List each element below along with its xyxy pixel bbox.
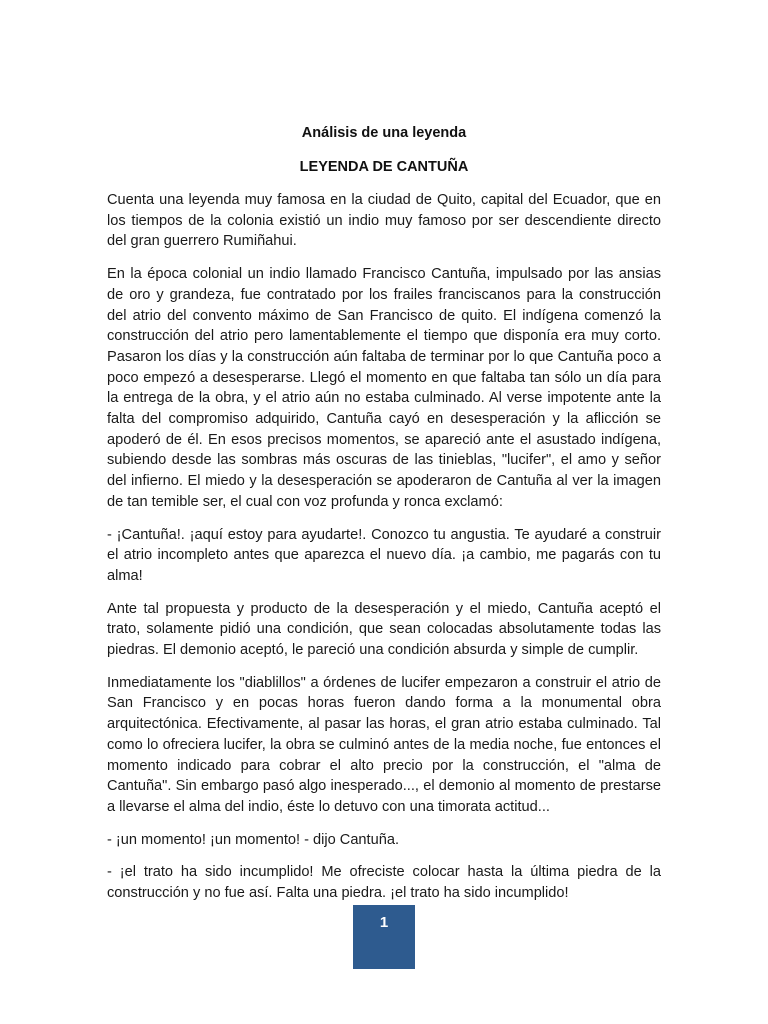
paragraph: Inmediatamente los "diablillos" a órdenes de lucifer empezaron a construir el atrio de San Francisco y en pocas horas fueron dando forma a la monumental obra arquitectónica. Efectivamente, al pasar las horas, el gran atrio estaba culminado. Tal como lo ofreciera lucifer, la obra se culminó antes de la media noche, fue entonces el momento indicado para cobrar el alto precio por la construcción, el "alma de Cantuña". Sin embargo pasó algo inesperado..., el demonio al momento de prestarse a llevarse el alma del indio, éste lo detuvo con una timorata actitud...: [107, 674, 661, 815]
page-number-badge: 1: [353, 905, 415, 969]
paragraph: Cuenta una leyenda muy famosa en la ciudad de Quito, capital del Ecuador, que en los tiempos de la colonia existió un indio muy famoso por ser descendiente directo del gran guerrero Rumiñahui.: [107, 192, 661, 250]
paragraph: - ¡Cantuña!. ¡aquí estoy para ayudarte!. Conozco tu angustia. Te ayudaré a construir el atrio incompleto antes que aparezca el nuevo día. ¡a cambio, me pagarás con tu alma!: [107, 526, 661, 584]
document-body: [107, 190, 661, 916]
document-title: Análisis de una leyenda: [301, 125, 467, 141]
document-subtitle: LEYENDA DE CANTUÑA: [299, 159, 469, 175]
paragraph: - ¡un momento! ¡un momento! - dijo Cantuña.: [107, 831, 400, 848]
paragraph: - ¡el trato ha sido incumplido! Me ofreciste colocar hasta la última piedra de la construcción y no fue así. Falta una piedra. ¡el trato ha sido incumplido!: [107, 864, 661, 902]
paragraph: Ante tal propuesta y producto de la desesperación y el miedo, Cantuña aceptó el trato, solamente pidió una condición, que sean colocadas absolutamente todas las piedras. El demonio aceptó, le pareció una condición absurda y simple de cumplir.: [107, 600, 661, 659]
paragraph: En la época colonial un indio llamado Francisco Cantuña, impulsado por las ansias de oro y grandeza, fue contratado por los frailes franciscanos para la construcción del atrio del convento máximo de San Francisco de quito. El indígena comenzó la construcción del atrio pero lamentablemente el tiempo que disponía era muy corto. Pasaron los días y la construcción aún faltaba de terminar por lo que Cantuña poco a poco empezó a desesperarse. Llegó el momento en que faltaba tan sólo un día para la entrega de la obra, y el atrio aún no estaba culminado. Al verse impotente ante la falta del compromiso adquirido, Cantuña cayó en desesperación y la aflicción se apoderó de él. En esos precisos momentos, se apareció ante el asustado indígena, subiendo desde las sombras más oscuras de las tinieblas, "lucifer", el amo y señor del infierno. El miedo y la desesperación se apoderaron de Cantuña al ver la imagen de tan temible ser, el cual con voz profunda y ronca exclamó:: [107, 266, 661, 510]
